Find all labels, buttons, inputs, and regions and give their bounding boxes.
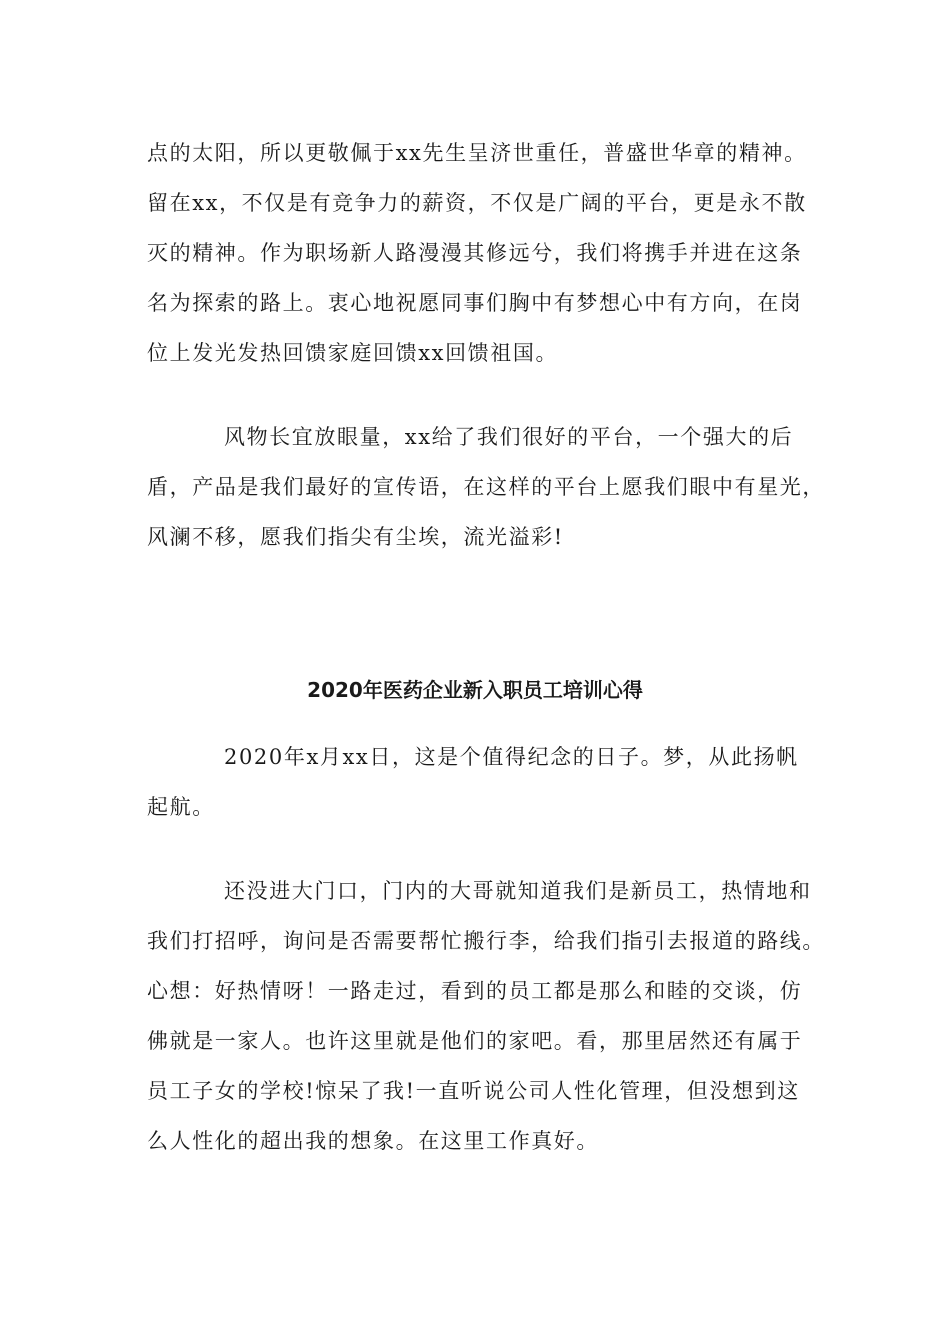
- paragraph-line: 员工子女的学校!惊呆了我!一直听说公司人性化管理，但没想到这: [147, 1079, 800, 1103]
- paragraph-line: 点的太阳，所以更敬佩于xx先生呈济世重任，普盛世华章的精神。: [147, 141, 807, 165]
- paragraph-line: 名为探索的路上。衷心地祝愿同事们胸中有梦想心中有方向，在岗: [147, 291, 803, 315]
- paragraph-line: 心想：好热情呀！一路走过，看到的员工都是那么和睦的交谈，仿: [147, 979, 803, 1003]
- paragraph-line: 风澜不移，愿我们指尖有尘埃，流光溢彩!: [147, 525, 564, 549]
- paragraph-line: 留在xx，不仅是有竞争力的薪资，不仅是广阔的平台，更是永不散: [147, 191, 807, 215]
- paragraph-line: 还没进大门口，门内的大哥就知道我们是新员工，热情地和: [224, 879, 812, 903]
- paragraph-line: 风物长宜放眼量，xx给了我们很好的平台，一个强大的后: [224, 425, 794, 449]
- paragraph-line: 位上发光发热回馈家庭回馈xx回馈祖国。: [147, 341, 559, 365]
- paragraph-line: 我们打招呼，询问是否需要帮忙搬行李，给我们指引去报道的路线。: [147, 929, 825, 953]
- paragraph-line: 灭的精神。作为职场新人路漫漫其修远兮，我们将携手并进在这条: [147, 241, 803, 265]
- paragraph-line: 起航。: [147, 795, 215, 819]
- article-title: 2020年医药企业新入职员工培训心得: [307, 678, 643, 702]
- paragraph-line: 佛就是一家人。也许这里就是他们的家吧。看，那里居然还有属于: [147, 1029, 803, 1053]
- paragraph-line: 2020年x月xx日，这是个值得纪念的日子。梦，从此扬帆: [224, 745, 799, 769]
- paragraph-line: 么人性化的超出我的想象。在这里工作真好。: [147, 1129, 599, 1153]
- paragraph-line: 盾，产品是我们最好的宣传语，在这样的平台上愿我们眼中有星光，: [147, 475, 825, 499]
